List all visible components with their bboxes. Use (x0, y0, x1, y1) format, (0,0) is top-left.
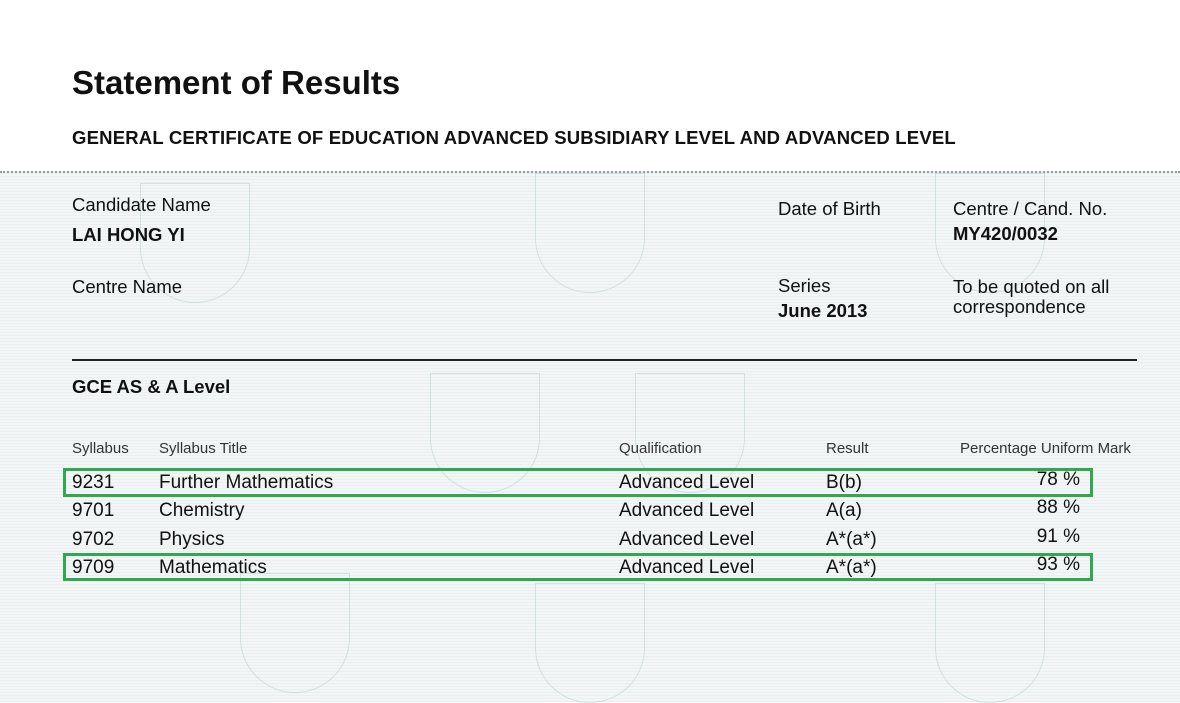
page-title: Statement of Results (72, 64, 401, 101)
candidate-name-label: Candidate Name (72, 194, 211, 215)
divider (72, 359, 1137, 361)
highlight-box-further-mathematics (63, 468, 1093, 497)
table-row (0, 497, 1180, 525)
pum: 91 % (1036, 526, 1080, 547)
syllabus-code: 9709 (72, 557, 115, 578)
syllabus-code: 9231 (72, 472, 115, 493)
result: B(b) (826, 472, 862, 493)
table-row (0, 526, 1180, 554)
col-header-qualification: Qualification (619, 440, 702, 457)
series-value: June 2013 (778, 300, 868, 321)
result: A*(a*) (826, 557, 877, 578)
syllabus-code: 9702 (72, 529, 115, 550)
syllabus-title: Chemistry (159, 500, 245, 521)
centre-no: MY420/0032 (953, 223, 1058, 244)
section-title: GCE AS & A Level (72, 376, 231, 397)
qualification: Advanced Level (619, 557, 755, 578)
page-subtitle: GENERAL CERTIFICATE OF EDUCATION ADVANCED SUBSIDIARY LEVEL AND ADVANCED LEVEL (72, 127, 956, 148)
centre-no-label: Centre / Cand. No. (953, 198, 1108, 219)
candidate-name: LAI HONG YI (72, 224, 185, 245)
pum: 78 % (1036, 469, 1080, 490)
syllabus-title: Further Mathematics (159, 472, 334, 493)
syllabus-title: Mathematics (159, 557, 267, 578)
series-label: Series (778, 275, 831, 296)
qualification: Advanced Level (619, 472, 755, 493)
qualification: Advanced Level (619, 529, 755, 550)
highlight-box-mathematics (63, 553, 1093, 581)
crest-watermark (240, 573, 350, 693)
dob-label: Date of Birth (778, 198, 881, 219)
syllabus-title: Physics (159, 529, 225, 550)
crest-watermark (535, 583, 645, 703)
centre-name-label: Centre Name (72, 276, 183, 297)
qualification: Advanced Level (619, 500, 755, 521)
security-paper-background (0, 171, 1180, 702)
quote-note: correspondence (953, 296, 1086, 317)
col-header-title: Syllabus Title (159, 440, 248, 457)
col-header-pum: Percentage Uniform Mark (960, 440, 1131, 457)
quote-note: To be quoted on all (953, 276, 1110, 297)
pum: 88 % (1036, 497, 1080, 518)
crest-watermark (935, 583, 1045, 703)
col-header-result: Result (826, 440, 869, 457)
crest-watermark (535, 173, 645, 293)
result: A(a) (826, 500, 862, 521)
col-header-syllabus: Syllabus (72, 440, 129, 457)
result: A*(a*) (826, 529, 877, 550)
pum: 93 % (1036, 554, 1080, 575)
syllabus-code: 9701 (72, 500, 115, 521)
